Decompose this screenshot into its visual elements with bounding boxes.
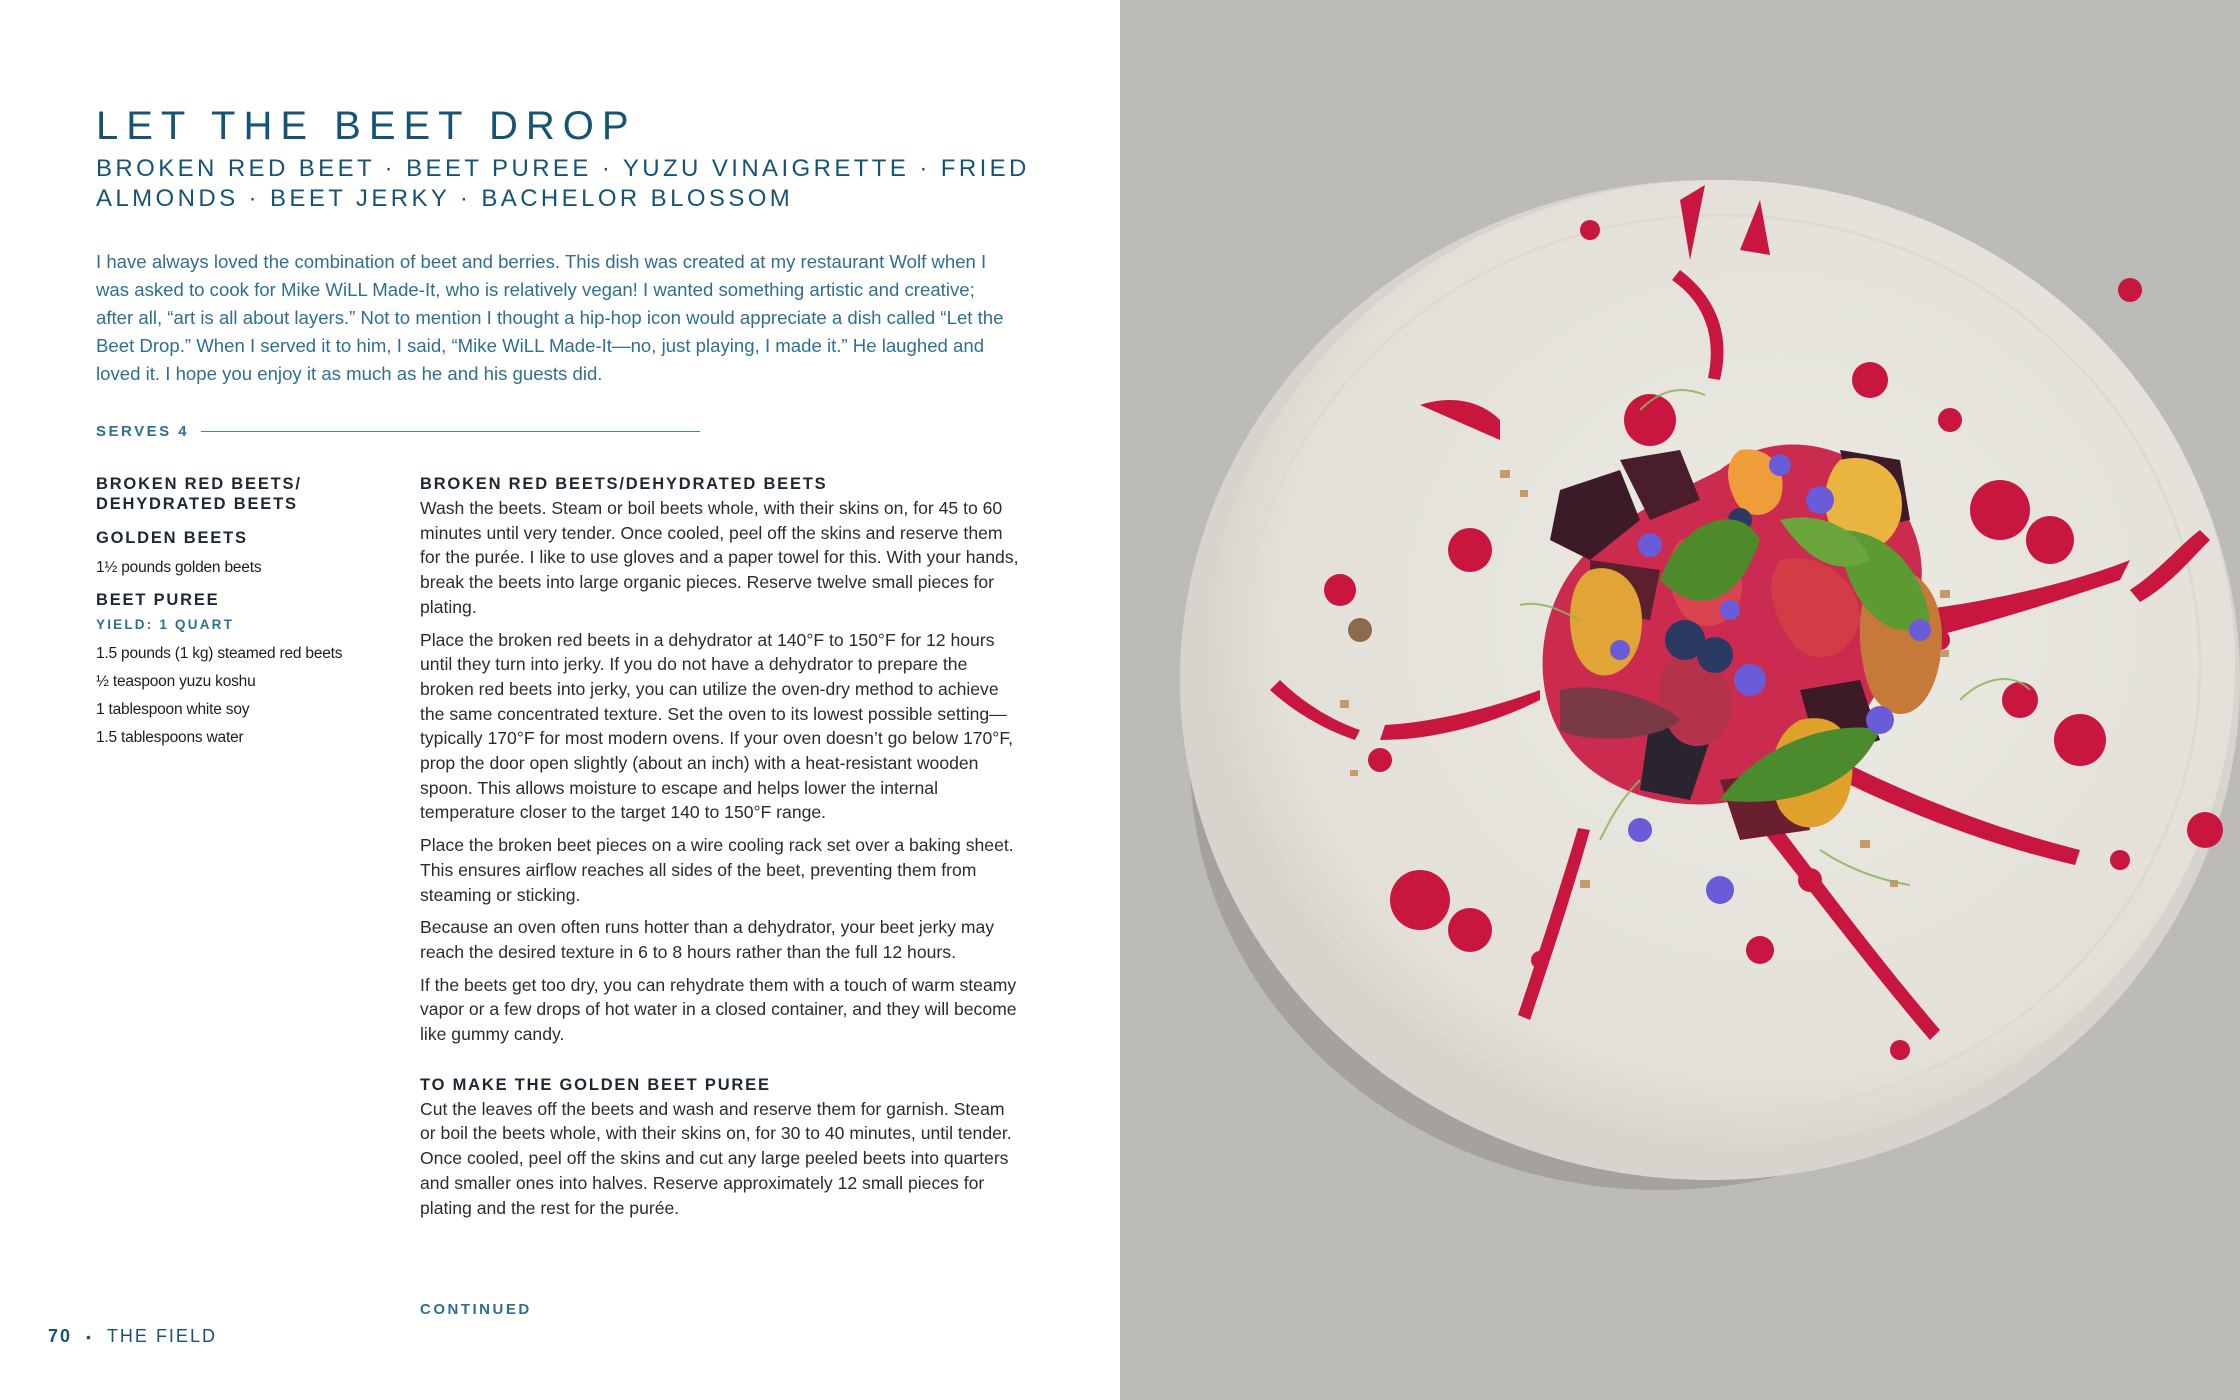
serves-row bbox=[96, 420, 700, 442]
beet-dish-illustration bbox=[1120, 0, 2240, 1400]
ingredient-item: 1.5 pounds (1 kg) steamed red beets bbox=[96, 645, 343, 662]
recipe-intro: I have always loved the combination of beet and berries. This dish was created at my restaurant Wolf when I was asked to cook for Mike WiLL Made-It, who is relatively vegan! I wanted something artistic and creative; after all, “art is all about layers.” Not to mention I thought a hip-hop icon would appreciate a dish called “Let the Beet Drop.” When I served it to him, I said, “Mike WiLL Made-It—no, just playing, I made it.” He laughed and loved it. I hope you enjoy it as much as he and his guests did. bbox=[96, 251, 1004, 384]
golden-beets-heading: GOLDEN BEETS bbox=[96, 529, 248, 547]
serves-label: SERVES 4 bbox=[96, 422, 190, 440]
ingredient-item: ½ teaspoon yuzu koshu bbox=[96, 673, 256, 690]
footer-separator: • bbox=[86, 1328, 93, 1345]
ingredients-section-title: BROKEN RED BEETS/ DEHYDRATED BEETS bbox=[96, 475, 302, 513]
method-paragraph: Place the broken red beets in a dehydrator at 140°F to 150°F for 12 hours until they turn into jerky. If you do not have a dehydrator to prepare the broken red beets into jerky, you can utilize the oven-dry method to achieve the same concentrated texture. Set the oven to its lowest possible setting—typically 170°F for most modern ovens. If your oven doesn’t go below 170°F, prop the door open slightly (about an inch) with a heat-resistant wooden spoon. This allows moisture to escape and helps lower the internal temperature closer to the target 140 to 150°F range. bbox=[420, 629, 1014, 823]
page-footer bbox=[48, 1326, 217, 1347]
recipe-title: LET THE BEET DROP bbox=[96, 104, 637, 148]
golden-beets-list bbox=[96, 554, 386, 582]
method-heading-puree: TO MAKE THE GOLDEN BEET PUREE bbox=[420, 1075, 771, 1094]
ingredient-item: 1½ pounds golden beets bbox=[96, 559, 262, 576]
beet-puree-list bbox=[96, 640, 386, 752]
ingredient-item: 1 tablespoon white soy bbox=[96, 701, 250, 718]
method-paragraph: Wash the beets. Steam or boil beets whole, with their skins on, for 45 to 60 minutes until very tender. Once cooled, peel off the skins and reserve them for the purée. I like to use gloves and a paper towel for this. With your hands, break the beets into large organic pieces. Reserve twelve small pieces for plating. bbox=[420, 498, 1019, 617]
method-paragraph: If the beets get too dry, you can rehydrate them with a touch of warm steamy vapor or a few drops of hot water in a closed container, and they will become like gummy candy. bbox=[420, 974, 1017, 1045]
method-heading-beets: BROKEN RED BEETS/DEHYDRATED BEETS bbox=[420, 475, 828, 493]
serves-rule bbox=[201, 431, 700, 432]
beet-puree-yield: YIELD: 1 QUART bbox=[96, 617, 235, 632]
ingredient-item: 1.5 tablespoons water bbox=[96, 729, 244, 746]
continued-label: CONTINUED bbox=[420, 1301, 532, 1318]
method-paragraph: Place the broken beet pieces on a wire cooling rack set over a baking sheet. This ensures airflow reaches all sides of the beet, preventing them from steaming or sticking. bbox=[420, 835, 1014, 905]
method-paragraph: Because an oven often runs hotter than a dehydrator, your beet jerky may reach the desired texture in 6 to 8 hours rather than the full 12 hours. bbox=[420, 917, 995, 962]
dish-photo bbox=[1120, 0, 2240, 1400]
method-column bbox=[420, 474, 1020, 1228]
section-name: THE FIELD bbox=[106, 1326, 217, 1346]
beet-puree-heading: BEET PUREE bbox=[96, 591, 220, 609]
page-number: 70 bbox=[48, 1326, 73, 1346]
recipe-subtitle: BROKEN RED BEET · BEET PUREE · YUZU VINAIGRETTE · FRIED ALMONDS · BEET JERKY · BACHELOR BLOSSOM bbox=[96, 155, 1030, 212]
method-paragraph: Cut the leaves off the beets and wash and reserve them for garnish. Steam or boil the beets whole, with their skins on, for 30 to 40 minutes, until tender. Once cooled, peel off the skins and cut any large peeled beets into quarters and smaller ones into halves. Reserve approximately 12 small pieces for plating and the rest for the purée. bbox=[420, 1098, 1012, 1218]
ingredients-column bbox=[96, 474, 386, 752]
